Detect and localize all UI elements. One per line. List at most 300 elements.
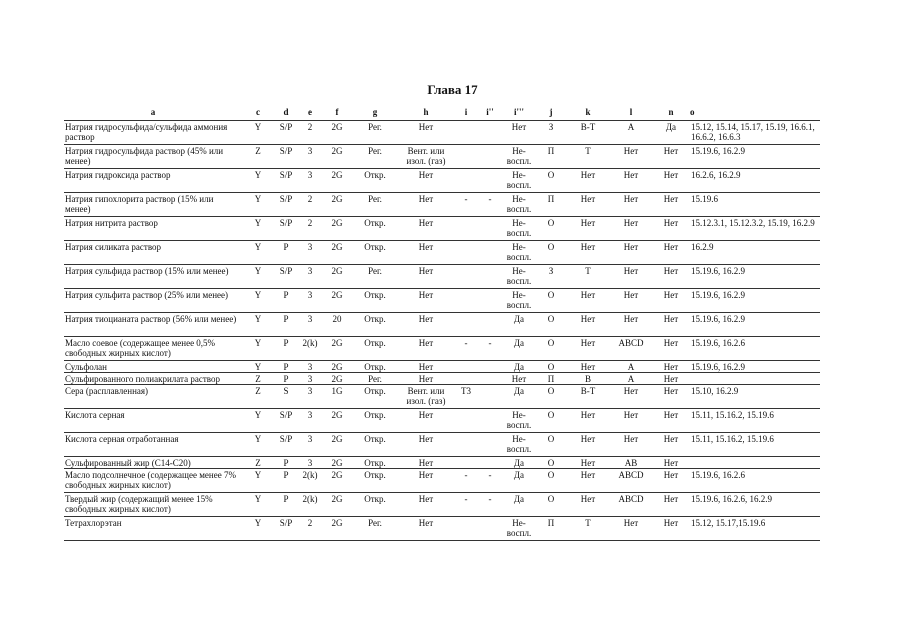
cell-n: Нет: [652, 217, 690, 241]
cell-i3: Да: [502, 361, 536, 373]
cell-i2: [478, 457, 502, 469]
col-header-f: f: [335, 107, 339, 117]
cell-l: Нет: [610, 313, 652, 337]
cell-k: Нет: [566, 169, 610, 193]
cell-product-name: Натрия гидросульфида/сульфида аммония раствор: [64, 121, 242, 145]
cell-c: Y: [242, 289, 274, 313]
cell-e: 3: [298, 433, 322, 457]
cell-o: 15.12, 15.14, 15.17, 15.19, 16.6.1, 16.6.2, 16.6.3: [690, 121, 820, 145]
cell-g: Откр.: [352, 409, 398, 433]
cell-product-name: Кислота серная: [64, 409, 242, 433]
cell-n: Нет: [652, 433, 690, 457]
cell-l: А: [610, 361, 652, 373]
table-row: [64, 409, 820, 433]
cell-e: 3: [298, 241, 322, 265]
cell-e: 3: [298, 169, 322, 193]
cell-i2: -: [478, 469, 502, 493]
cell-h: Нет: [398, 361, 454, 373]
cell-k: Нет: [566, 361, 610, 373]
col-header-j: j: [549, 107, 553, 117]
cell-product-name: Натрия гидросульфида раствор (45% или менее): [64, 145, 242, 169]
cell-o: 15.19.6, 16.2.9: [690, 361, 820, 373]
cell-l: ABCD: [610, 337, 652, 361]
col-header-h: h: [423, 107, 429, 117]
cell-c: Y: [242, 433, 274, 457]
cell-c: Y: [242, 217, 274, 241]
cell-product-name: Масло подсолнечное (содержащее менее 7% свободных жирных кислот): [64, 469, 242, 493]
cell-h: Вент. или изол. (газ): [398, 385, 454, 409]
table-row: [64, 217, 820, 241]
cell-d: S/P: [274, 145, 298, 169]
cell-k: Нет: [566, 289, 610, 313]
col-header-k: k: [585, 107, 591, 117]
cell-i3: Да: [502, 469, 536, 493]
cell-i2: [478, 409, 502, 433]
cell-l: Нет: [610, 145, 652, 169]
cell-h: Нет: [398, 241, 454, 265]
cell-j: П: [536, 145, 566, 169]
cell-i3: Не-воспл.: [502, 193, 536, 217]
cell-l: Нет: [610, 517, 652, 541]
cell-i2: -: [478, 193, 502, 217]
cell-i3: Не-воспл.: [502, 217, 536, 241]
cell-n: Нет: [652, 469, 690, 493]
table-row: [64, 433, 820, 457]
cell-f: 1G: [322, 385, 352, 409]
cell-k: Нет: [566, 193, 610, 217]
cell-i2: [478, 265, 502, 289]
table-row: [64, 469, 820, 493]
cell-h: Нет: [398, 409, 454, 433]
cell-o: 15.12.3.1, 15.12.3.2, 15.19, 16.2.9: [690, 217, 820, 241]
cell-o: 15.19.6, 16.2.9: [690, 289, 820, 313]
cell-d: S/P: [274, 409, 298, 433]
cell-o: 15.11, 15.16.2, 15.19.6: [690, 409, 820, 433]
cell-l: Нет: [610, 433, 652, 457]
cell-o: 16.2.6, 16.2.9: [690, 169, 820, 193]
cell-g: Рег.: [352, 517, 398, 541]
cell-d: P: [274, 469, 298, 493]
cell-i3: Не-воспл.: [502, 169, 536, 193]
cell-o: 15.19.6, 16.2.6, 16.2.9: [690, 493, 820, 517]
cell-i2: [478, 121, 502, 145]
cell-g: Откр.: [352, 433, 398, 457]
cell-e: 2: [298, 121, 322, 145]
cell-j: О: [536, 409, 566, 433]
cell-i2: [478, 517, 502, 541]
cell-i2: [478, 385, 502, 409]
cell-product-name: Тетрахлорэтан: [64, 517, 242, 541]
cell-n: Нет: [652, 409, 690, 433]
cell-product-name: Сульфолан: [64, 361, 242, 373]
cell-product-name: Натрия гидроксида раствор: [64, 169, 242, 193]
cell-e: 2(k): [298, 469, 322, 493]
cell-product-name: Сера (расплавленная): [64, 385, 242, 409]
table-row: [64, 121, 820, 145]
cell-o: 15.19.6, 16.2.9: [690, 313, 820, 337]
cell-j: О: [536, 241, 566, 265]
cell-i3: Не-воспл.: [502, 241, 536, 265]
cell-n: Нет: [652, 313, 690, 337]
cell-c: Z: [242, 457, 274, 469]
cell-k: В: [566, 373, 610, 385]
cell-i2: [478, 433, 502, 457]
cell-c: Z: [242, 385, 274, 409]
cell-i3: Не-воспл.: [502, 517, 536, 541]
cell-n: Нет: [652, 145, 690, 169]
col-header-g: g: [372, 107, 378, 117]
cell-h: Нет: [398, 493, 454, 517]
cell-l: Нет: [610, 289, 652, 313]
cell-j: О: [536, 493, 566, 517]
cell-k: В-Т: [566, 385, 610, 409]
col-header-i2: i'': [486, 107, 494, 117]
cell-d: P: [274, 241, 298, 265]
cell-g: Откр.: [352, 313, 398, 337]
cell-n: Нет: [652, 265, 690, 289]
cell-e: 2: [298, 517, 322, 541]
col-header-c: c: [256, 107, 260, 117]
cell-i: [454, 373, 478, 385]
cell-k: Т: [566, 145, 610, 169]
col-header-o: o: [690, 107, 695, 117]
cell-d: P: [274, 337, 298, 361]
cell-e: 3: [298, 145, 322, 169]
cell-e: 2(k): [298, 337, 322, 361]
cell-n: Нет: [652, 517, 690, 541]
cell-c: Y: [242, 241, 274, 265]
cell-g: Откр.: [352, 289, 398, 313]
cell-h: Нет: [398, 433, 454, 457]
cell-c: Y: [242, 337, 274, 361]
cell-g: Откр.: [352, 169, 398, 193]
table-row: [64, 361, 820, 373]
cell-d: P: [274, 289, 298, 313]
col-header-d: d: [283, 107, 289, 117]
cell-o: 15.19.6: [690, 193, 820, 217]
cell-h: Нет: [398, 313, 454, 337]
header-row: [64, 104, 820, 121]
cell-o: 15.19.6, 16.2.6: [690, 469, 820, 493]
cell-i: [454, 265, 478, 289]
cell-i3: Да: [502, 493, 536, 517]
cell-j: О: [536, 337, 566, 361]
cell-product-name: Сульфированного полиакрилата раствор: [64, 373, 242, 385]
table-row: [64, 493, 820, 517]
cell-i3: Не-воспл.: [502, 409, 536, 433]
cell-l: Нет: [610, 169, 652, 193]
cell-i2: [478, 241, 502, 265]
cell-c: Y: [242, 265, 274, 289]
cell-product-name: Кислота серная отработанная: [64, 433, 242, 457]
cell-c: Y: [242, 409, 274, 433]
cell-c: Y: [242, 121, 274, 145]
cell-l: AB: [610, 457, 652, 469]
cell-l: Нет: [610, 385, 652, 409]
cell-i2: [478, 289, 502, 313]
cell-l: Нет: [610, 409, 652, 433]
cell-f: 2G: [322, 361, 352, 373]
cell-j: О: [536, 433, 566, 457]
cell-d: P: [274, 373, 298, 385]
cell-g: Рег.: [352, 193, 398, 217]
cell-n: Нет: [652, 493, 690, 517]
cell-f: 2G: [322, 145, 352, 169]
cell-k: Нет: [566, 313, 610, 337]
cell-e: 3: [298, 265, 322, 289]
cell-l: ABCD: [610, 469, 652, 493]
cell-f: 2G: [322, 517, 352, 541]
cell-h: Нет: [398, 457, 454, 469]
cell-e: 3: [298, 373, 322, 385]
cell-j: П: [536, 193, 566, 217]
cell-d: S/P: [274, 265, 298, 289]
cell-d: S: [274, 385, 298, 409]
cell-i: Т3: [454, 385, 478, 409]
cell-k: Т: [566, 265, 610, 289]
cell-i: [454, 517, 478, 541]
cell-i2: [478, 217, 502, 241]
cell-g: Откр.: [352, 241, 398, 265]
cell-i: [454, 169, 478, 193]
cell-j: П: [536, 373, 566, 385]
cell-e: 3: [298, 361, 322, 373]
cell-i2: [478, 361, 502, 373]
cell-k: Нет: [566, 493, 610, 517]
cell-i3: Нет: [502, 121, 536, 145]
col-header-i3: i''': [513, 107, 524, 117]
cell-k: Нет: [566, 337, 610, 361]
cell-o: 15.11, 15.16.2, 15.19.6: [690, 433, 820, 457]
cell-n: Нет: [652, 169, 690, 193]
table-row: [64, 169, 820, 193]
cell-n: Нет: [652, 373, 690, 385]
cell-g: Откр.: [352, 385, 398, 409]
cell-g: Рег.: [352, 145, 398, 169]
cell-i3: Да: [502, 385, 536, 409]
cell-e: 3: [298, 313, 322, 337]
cell-n: Нет: [652, 457, 690, 469]
cell-e: 3: [298, 289, 322, 313]
cell-c: Z: [242, 145, 274, 169]
cell-i: -: [454, 493, 478, 517]
cell-product-name: Натрия нитрита раствор: [64, 217, 242, 241]
cell-f: 20: [322, 313, 352, 337]
cell-l: А: [610, 121, 652, 145]
cell-d: P: [274, 361, 298, 373]
table-row: [64, 457, 820, 469]
table-row: [64, 517, 820, 541]
cell-product-name: Натрия гипохлорита раствор (15% или менее): [64, 193, 242, 217]
cell-i: [454, 313, 478, 337]
cell-c: Y: [242, 193, 274, 217]
cell-g: Рег.: [352, 265, 398, 289]
col-header-a: a: [150, 107, 156, 117]
cell-c: Y: [242, 493, 274, 517]
cell-i3: Да: [502, 457, 536, 469]
cell-d: S/P: [274, 193, 298, 217]
cell-k: Нет: [566, 241, 610, 265]
cell-i3: Да: [502, 337, 536, 361]
cell-i: [454, 289, 478, 313]
cell-o: 16.2.9: [690, 241, 820, 265]
cell-d: S/P: [274, 121, 298, 145]
cell-j: П: [536, 517, 566, 541]
cell-h: Нет: [398, 469, 454, 493]
cell-j: О: [536, 469, 566, 493]
cell-f: 2G: [322, 337, 352, 361]
cell-i3: Не-воспл.: [502, 265, 536, 289]
cell-e: 2: [298, 193, 322, 217]
cell-g: Откр.: [352, 469, 398, 493]
cell-i: [454, 241, 478, 265]
cell-c: Y: [242, 517, 274, 541]
cell-g: Откр.: [352, 457, 398, 469]
cell-i3: Нет: [502, 373, 536, 385]
cell-l: ABCD: [610, 493, 652, 517]
cell-f: 2G: [322, 469, 352, 493]
col-header-l: l: [629, 107, 633, 117]
cell-f: 2G: [322, 169, 352, 193]
col-header-e: e: [308, 107, 312, 117]
cell-i2: [478, 373, 502, 385]
cell-j: О: [536, 169, 566, 193]
cell-c: Z: [242, 373, 274, 385]
cell-f: 2G: [322, 493, 352, 517]
cell-k: Нет: [566, 433, 610, 457]
cell-product-name: Натрия сульфида раствор (15% или менее): [64, 265, 242, 289]
cell-l: Нет: [610, 265, 652, 289]
cell-i: [454, 361, 478, 373]
cell-h: Нет: [398, 121, 454, 145]
cell-d: P: [274, 313, 298, 337]
cell-k: Нет: [566, 469, 610, 493]
cell-o: 15.12, 15.17,15.19.6: [690, 517, 820, 541]
cell-h: Нет: [398, 217, 454, 241]
cell-i2: -: [478, 337, 502, 361]
cell-c: Y: [242, 361, 274, 373]
cell-c: Y: [242, 313, 274, 337]
cell-l: Нет: [610, 241, 652, 265]
cell-f: 2G: [322, 433, 352, 457]
cell-k: Нет: [566, 409, 610, 433]
cell-f: 2G: [322, 121, 352, 145]
cell-e: 2: [298, 217, 322, 241]
cell-c: Y: [242, 169, 274, 193]
cell-g: Откр.: [352, 337, 398, 361]
table-row: [64, 193, 820, 217]
cell-d: S/P: [274, 217, 298, 241]
cell-o: 15.19.6, 16.2.6: [690, 337, 820, 361]
table-row: [64, 241, 820, 265]
cell-o: 15.19.6, 16.2.9: [690, 265, 820, 289]
cell-j: О: [536, 289, 566, 313]
cell-g: Откр.: [352, 217, 398, 241]
cell-j: З: [536, 265, 566, 289]
cell-j: О: [536, 217, 566, 241]
cell-h: Нет: [398, 169, 454, 193]
cell-d: S/P: [274, 433, 298, 457]
table-row: [64, 385, 820, 409]
cell-j: З: [536, 121, 566, 145]
cell-i2: -: [478, 493, 502, 517]
cell-n: Нет: [652, 361, 690, 373]
cargo-table: [64, 104, 820, 541]
cell-l: А: [610, 373, 652, 385]
cell-i: -: [454, 469, 478, 493]
cell-n: Нет: [652, 337, 690, 361]
cell-e: 2(k): [298, 493, 322, 517]
col-header-n: n: [668, 107, 674, 117]
cell-f: 2G: [322, 217, 352, 241]
table-row: [64, 289, 820, 313]
cell-e: 3: [298, 409, 322, 433]
cell-i: -: [454, 337, 478, 361]
cell-n: Нет: [652, 241, 690, 265]
cell-h: Нет: [398, 337, 454, 361]
cell-product-name: Твердый жир (содержащий менее 15% свободных жирных кислот): [64, 493, 242, 517]
cell-f: 2G: [322, 241, 352, 265]
cell-o: [690, 373, 820, 385]
cell-n: Нет: [652, 289, 690, 313]
cell-o: 15.10, 16.2.9: [690, 385, 820, 409]
cell-i3: Да: [502, 313, 536, 337]
table-row: [64, 313, 820, 337]
cell-c: Y: [242, 469, 274, 493]
cell-n: Да: [652, 121, 690, 145]
cell-d: P: [274, 493, 298, 517]
cell-i: [454, 121, 478, 145]
cell-product-name: Масло соевое (содержащее менее 0,5% свободных жирных кислот): [64, 337, 242, 361]
cell-g: Рег.: [352, 121, 398, 145]
cell-g: Откр.: [352, 361, 398, 373]
cell-i2: [478, 145, 502, 169]
cell-i3: Не-воспл.: [502, 289, 536, 313]
table-row: [64, 373, 820, 385]
cell-f: 2G: [322, 289, 352, 313]
cell-n: Нет: [652, 193, 690, 217]
cell-product-name: Натрия сульфита раствор (25% или менее): [64, 289, 242, 313]
cell-e: 3: [298, 457, 322, 469]
cell-i: -: [454, 193, 478, 217]
cell-h: Нет: [398, 289, 454, 313]
col-header-i: i: [464, 107, 468, 117]
cell-d: S/P: [274, 517, 298, 541]
cell-i3: Не-воспл.: [502, 145, 536, 169]
cell-h: Нет: [398, 265, 454, 289]
cell-f: 2G: [322, 373, 352, 385]
cell-i: [454, 433, 478, 457]
cell-i2: [478, 313, 502, 337]
cell-i3: Не-воспл.: [502, 433, 536, 457]
cell-o: 15.19.6, 16.2.9: [690, 145, 820, 169]
cell-product-name: Натрия тиоцианата раствор (56% или менее): [64, 313, 242, 337]
cell-i2: [478, 169, 502, 193]
cell-h: Нет: [398, 373, 454, 385]
cell-d: P: [274, 457, 298, 469]
cell-i: [454, 457, 478, 469]
cell-h: Вент. или изол. (газ): [398, 145, 454, 169]
cell-e: 3: [298, 385, 322, 409]
cell-f: 2G: [322, 265, 352, 289]
cell-l: Нет: [610, 193, 652, 217]
cell-j: О: [536, 313, 566, 337]
table-row: [64, 145, 820, 169]
cell-j: О: [536, 385, 566, 409]
cell-i: [454, 217, 478, 241]
cell-j: О: [536, 457, 566, 469]
cell-f: 2G: [322, 457, 352, 469]
